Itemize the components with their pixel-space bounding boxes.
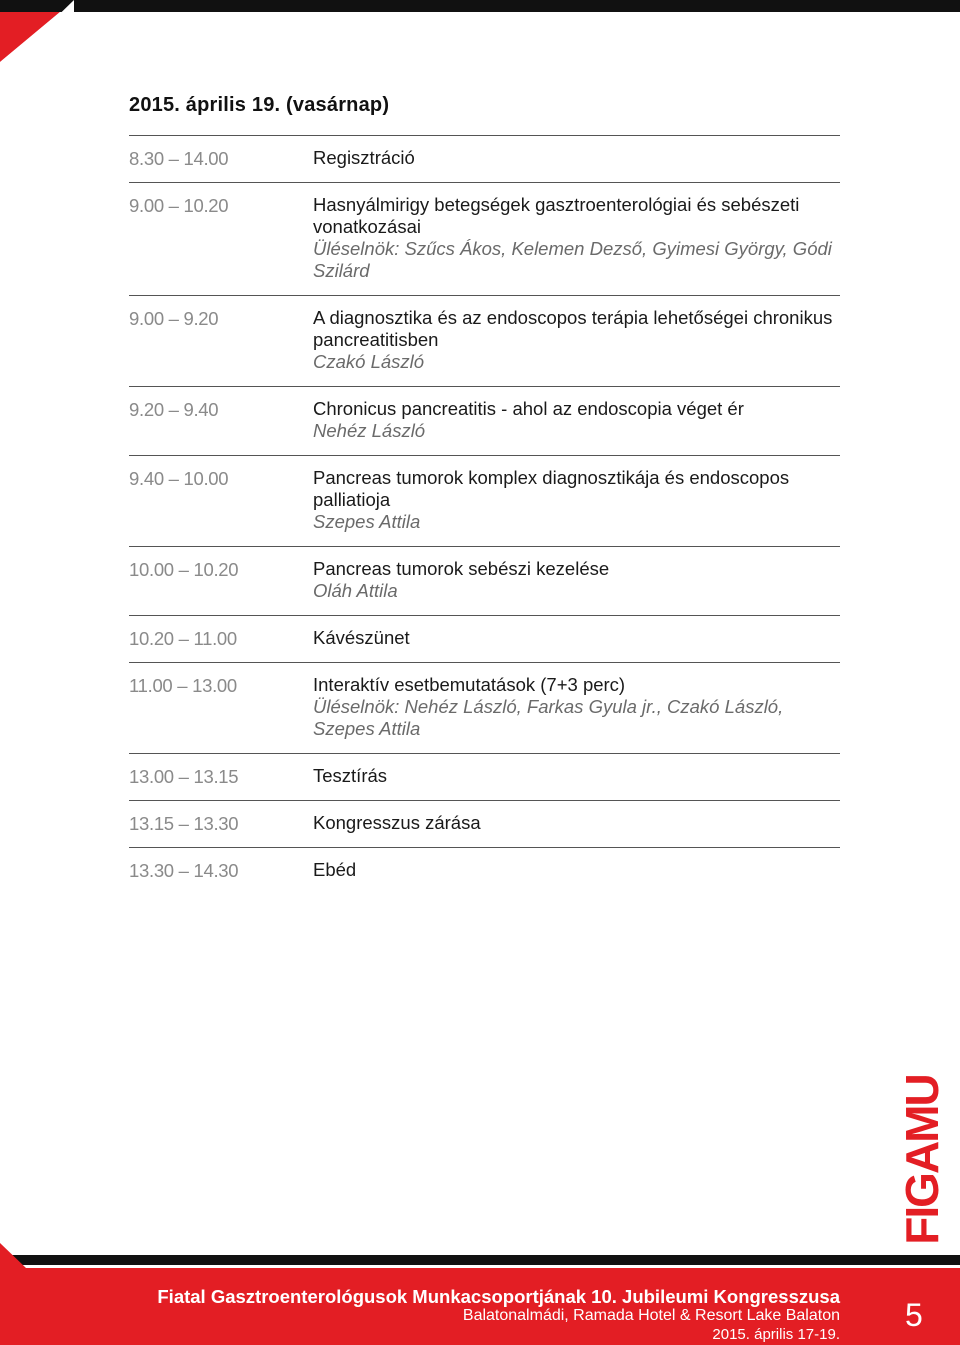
schedule-chair: Üléselnök: Szűcs Ákos, Kelemen Dezső, Gyimesi György, Gódi Szilárd — [313, 238, 832, 281]
schedule-row — [129, 662, 840, 753]
schedule-title: Interaktív esetbemutatások (7+3 perc) — [313, 674, 626, 695]
corner-red-triangle — [0, 0, 80, 66]
schedule-time: 13.15 – 13.30 — [129, 813, 239, 834]
schedule-time: 9.00 – 10.20 — [129, 195, 229, 216]
schedule-time: 9.20 – 9.40 — [129, 399, 219, 420]
schedule-title: Regisztráció — [313, 147, 415, 168]
schedule-row — [129, 135, 840, 182]
schedule-title: Chronicus pancreatitis - ahol az endoscopia véget ér — [313, 398, 744, 419]
schedule-speaker: Nehéz László — [313, 420, 426, 441]
schedule-time: 13.00 – 13.15 — [129, 766, 239, 787]
footer-black-bar — [0, 1255, 960, 1265]
schedule-time: 9.00 – 9.20 — [129, 308, 219, 329]
schedule-speaker: Oláh Attila — [313, 580, 398, 601]
schedule-title: Pancreas tumorok komplex diagnosztikája és endoscopos palliatioja — [313, 467, 790, 510]
schedule-speaker: Szepes Attila — [313, 511, 421, 532]
schedule-title: Pancreas tumorok sebészi kezelése — [313, 558, 610, 579]
schedule-row — [129, 800, 840, 847]
figamu-logo: FIGAMU — [896, 1075, 948, 1245]
schedule-row — [129, 386, 840, 455]
schedule-row — [129, 455, 840, 546]
footer-dates: 2015. április 17-19. — [712, 1326, 840, 1343]
schedule-row — [129, 295, 840, 386]
schedule-title: Kongresszus zárása — [313, 812, 481, 833]
schedule-time: 11.00 – 13.00 — [129, 675, 237, 696]
schedule-time: 13.30 – 14.30 — [129, 860, 239, 881]
schedule-row — [129, 182, 840, 295]
footer-congress-title: Fiatal Gasztroenterológusok Munkacsoportjának 10. Jubileumi Kongresszusa — [157, 1286, 840, 1307]
schedule-time: 10.00 – 10.20 — [129, 559, 239, 580]
page-number: 5 — [905, 1297, 923, 1333]
schedule-title: A diagnosztika és az endoscopos terápia lehetőségei chronikus pancreatitisben — [313, 307, 833, 350]
schedule-title: Tesztírás — [313, 765, 388, 786]
schedule-row — [129, 847, 840, 894]
schedule-title: Ebéd — [313, 859, 357, 880]
schedule-time: 10.20 – 11.00 — [129, 628, 237, 649]
schedule-row — [129, 546, 840, 615]
schedule-time: 8.30 – 14.00 — [129, 148, 229, 169]
schedule-speaker: Czakó László — [313, 351, 425, 372]
schedule-time: 9.40 – 10.00 — [129, 468, 229, 489]
schedule-chair: Üléselnök: Nehéz László, Farkas Gyula jr., Czakó László, Szepes Attila — [313, 696, 784, 739]
schedule-title: Kávészünet — [313, 627, 410, 648]
top-black-bar — [0, 0, 960, 12]
footer-venue: Balatonalmádi, Ramada Hotel & Resort Lake Balaton — [462, 1307, 840, 1324]
schedule-row — [129, 615, 840, 662]
day-title: 2015. április 19. (vasárnap) — [129, 94, 390, 116]
schedule-row — [129, 753, 840, 800]
schedule-table — [129, 135, 840, 894]
schedule-title: Hasnyálmirigy betegségek gasztroenterológiai és sebészeti vonatkozásai — [313, 194, 800, 237]
